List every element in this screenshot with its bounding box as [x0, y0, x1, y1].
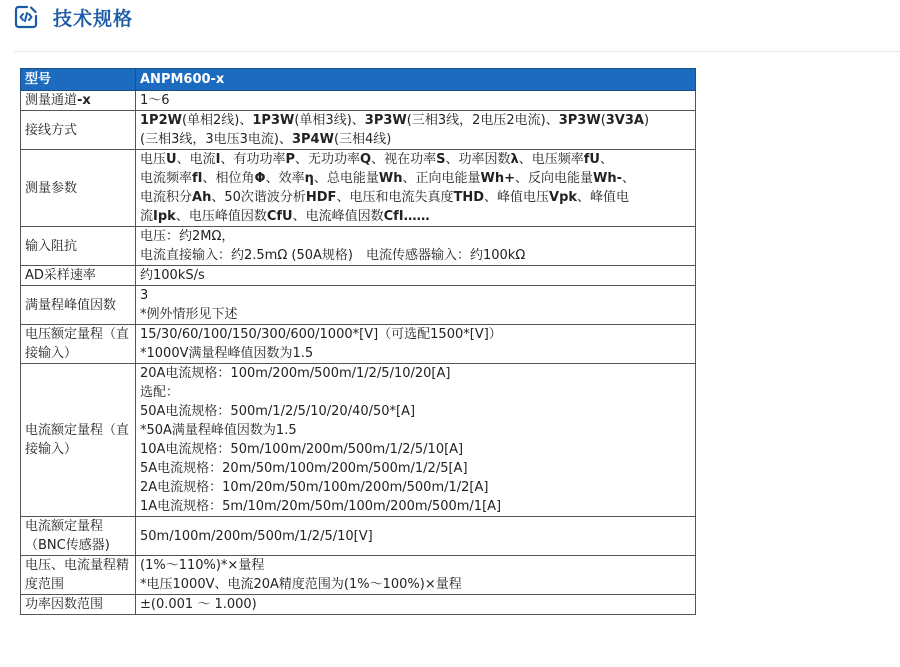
spec-value-cell: [136, 364, 696, 517]
spec-value-line: 20A电流规格：100m/200m/500m/1/2/5/10/20[A]: [140, 366, 451, 381]
spec-row: [21, 150, 696, 227]
spec-value-line: *例外情形见下述: [140, 307, 238, 322]
spec-row: [21, 595, 696, 615]
spec-row: [21, 286, 696, 325]
spec-key-cell: AD采样速率: [21, 266, 136, 286]
spec-value-line: 电流积分Ah、50次谐波分析HDF、电压和电流失真度THD、峰值电压Vpk、峰值电: [140, 190, 630, 205]
spec-value-line: *50A满量程峰值因数为1.5: [140, 423, 297, 438]
spec-row: [21, 325, 696, 364]
spec-value-line: 50m/100m/200m/500m/1/2/5/10[V]: [140, 528, 373, 544]
spec-row: [21, 364, 696, 517]
header-key-cell: 型号: [21, 69, 136, 91]
spec-value-line: 3: [140, 288, 149, 303]
spec-value-cell: [136, 325, 696, 364]
spec-key-cell: 接线方式: [21, 111, 136, 150]
spec-value-line: 5A电流规格：20m/50m/100m/200m/500m/1/2/5[A]: [140, 461, 468, 476]
spec-value-cell: [136, 227, 696, 266]
spec-value-line: 电压：约2MΩ，: [140, 229, 235, 244]
spec-value-cell: [136, 595, 696, 615]
spec-row: [21, 266, 696, 286]
section-divider: [14, 51, 900, 52]
spec-key-cell: 电压、电流量程精度范围: [21, 556, 136, 595]
spec-value-line: 电流频率fI、相位角Φ、效率η、总电能量Wh、正向电能量Wh+、反向电能量Wh-、: [140, 171, 636, 186]
spec-value-line: ±(0.001 ～ 1.000): [140, 597, 257, 612]
spec-value-line: 流Ipk、电压峰值因数CfU、电流峰值因数CfI……: [140, 209, 430, 224]
spec-value-cell: [136, 266, 696, 286]
spec-value-cell: [136, 91, 696, 111]
spec-value-cell: [136, 517, 696, 556]
spec-key-cell: 电流额定量程（BNC传感器): [21, 517, 136, 556]
spec-value-line: (1%～110%)*×量程: [140, 558, 265, 573]
spec-row: [21, 517, 696, 556]
spec-value-line: 1P2W(单相2线)、1P3W(单相3线)、3P3W(三相3线，2电压2电流)、3P3W(3V3A): [140, 113, 650, 128]
spec-value-line: 电流直接输入：约2.5mΩ (50A规格) 电流传感器输入：约100kΩ: [140, 248, 526, 263]
spec-value-line: 约100kS/s: [140, 268, 205, 283]
spec-value-line: *1000V满量程峰值因数为1.5: [140, 346, 314, 361]
code-doc-icon: [14, 5, 38, 29]
section-header: [14, 0, 133, 34]
spec-value-line: 选配：: [140, 385, 180, 400]
spec-key-cell: 功率因数范围: [21, 595, 136, 615]
header-value-cell: ANPM600-x: [136, 69, 696, 91]
spec-row: [21, 111, 696, 150]
spec-key-cell: 输入阻抗: [21, 227, 136, 266]
spec-key-cell: 测量通道-x: [21, 91, 136, 111]
section-title: 技术规格: [53, 7, 134, 30]
spec-row: [21, 91, 696, 111]
spec-value-line: (三相3线，3电压3电流)、3P4W(三相4线): [140, 132, 392, 147]
spec-table-header: [21, 69, 696, 91]
spec-value-line: 1A电流规格：5m/10m/20m/50m/100m/200m/500m/1[A]: [140, 499, 502, 514]
spec-value-line: 10A电流规格：50m/100m/200m/500m/1/2/5/10[A]: [140, 442, 464, 457]
spec-value-cell: [136, 150, 696, 227]
spec-key-cell: 电流额定量程（直接输入）: [21, 364, 136, 517]
spec-value-line: 2A电流规格：10m/20m/50m/100m/200m/500m/1/2[A]: [140, 480, 489, 495]
spec-value-line: *电压1000V、电流20A精度范围为(1%～100%)×量程: [140, 577, 462, 592]
spec-value-line: 1～6: [140, 93, 170, 108]
spec-key-cell: 测量参数: [21, 150, 136, 227]
spec-table: [20, 68, 696, 615]
spec-value-line: 15/30/60/100/150/300/600/1000*[V]（可选配1500*[V]）: [140, 327, 502, 342]
spec-value-cell: [136, 556, 696, 595]
spec-value-cell: [136, 111, 696, 150]
spec-row: [21, 227, 696, 266]
spec-value-cell: [136, 286, 696, 325]
spec-value-line: 电压U、电流I、有功功率P、无功功率Q、视在功率S、功率因数λ、电压频率fU、: [140, 152, 613, 167]
spec-value-line: 50A电流规格：500m/1/2/5/10/20/40/50*[A]: [140, 404, 416, 419]
spec-key-cell: 满量程峰值因数: [21, 286, 136, 325]
spec-key-cell: 电压额定量程（直接输入）: [21, 325, 136, 364]
spec-row: [21, 556, 696, 595]
